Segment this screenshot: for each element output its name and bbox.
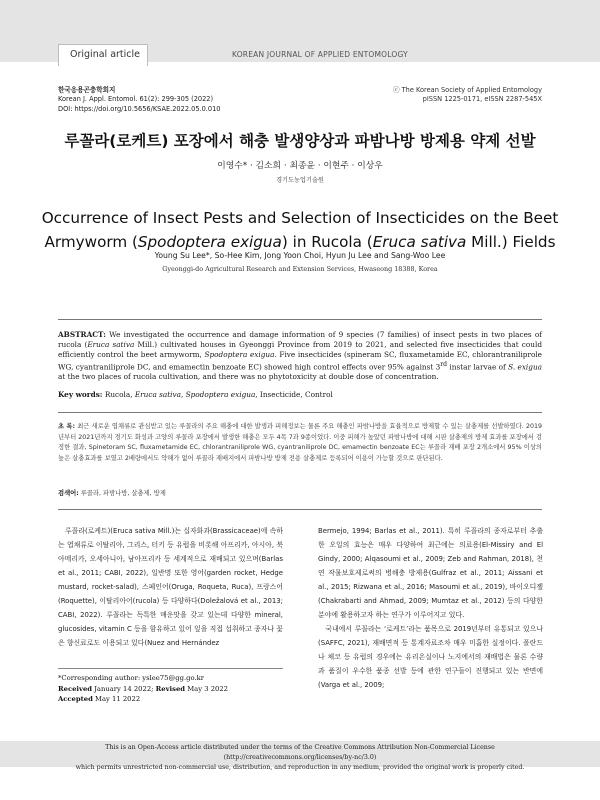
abstract-italic: Eruca sativa — [87, 340, 135, 349]
body-paragraph: Bermejo, 1994; Barlas et al., 2011). 특히 루꼴라의 종자로부터 추출한 오일의 효능은 매우 다양하여 최근에는 의료용(El-Missiry and El Gindy, 2000; Alqasoumi et al., 2009; Zeb and Rahman, 2018), 천연 작물보호제로써의 병해충 방제용(Gulfraz et al., 2011; Aissani et al., 2015; Rizwana et al., 2016; Masoumi et al., 2019), 바이오디젤(Chakrabarti and Ahmad, 2009; Mumtaz et al., 2012) 등의 다양한 분야에 활용하고자 하는 연구가 이루어지고 있다. — [318, 527, 543, 619]
body-column-right — [318, 524, 543, 692]
title-korean: 루꼴라(로케트) 포장에서 해충 발생양상과 파밤나방 방제용 약제 선발 — [64, 132, 536, 150]
license-notice — [40, 743, 560, 773]
volume-line: Korean J. Appl. Entomol. 61(2): 299-305 (2022) — [58, 95, 214, 104]
abstract-text: We investigated the occurrence and damage information of 9 species (7 families) of insect pests in two places of rucola ( — [58, 330, 542, 349]
citation-block — [58, 86, 220, 114]
kr-abstract-text: 최근 새로운 엽채류로 관심받고 있는 루꼴라의 주요 해충에 대한 발생과 피해정보는 물론 주요 해충인 파밤나방을 효율적으로 방제할 수 있는 살충제를 선발하였다. 2019년부터 2021년까지 경기도 화성과 고양의 루꼴라 포장에서 발생한 해충은 모두 4목 7과 9종이었다. 이중 피해가 높았던 파밤나방에 대해 시판 살충제의 방제 효과를 포장에서 검정한 결과, Spinetoram SC, fluxametamide EC, chlorantraniliprole WG, cyantraniliprole DC, emamectin benzoate EC는 루꼴라 재배 포장 2개소에서 95% 이상의 높은 살충효과를 보였고 2배량에서도 약해가 없어 루꼴라 재배지에서 파밤나방 방제 전용 살충제로 등록되어 이용이 가능할 것으로 판단된다. — [58, 423, 542, 462]
keywords-text: Rucola, — [102, 390, 135, 399]
revised-date: May 3 2022 — [185, 684, 228, 693]
license-line-2: which permits unrestricted non-commercial use, distribution, and reproduction in any medium, provided the original work is properly cited. — [75, 764, 525, 771]
title-text: Armyworm ( — [44, 233, 138, 251]
keywords-english — [58, 390, 542, 400]
accepted-line — [58, 694, 283, 705]
issn-line: pISSN 1225-0171, eISSN 2287-545X — [422, 95, 542, 104]
accepted-label: Accepted — [58, 695, 93, 704]
authors-english: Young Su Lee*, So-Hee Kim, Jong Yoon Choi, Hyun Ju Lee and Sang-Woo Lee — [154, 251, 446, 260]
abstract-text: . Five insecticides (spineram SC, fluxametamide EC, chlorantraniliprole WG, cyantraniliprole DC, and emamectin benzoate EC) showed high control effects over 95% against 3 — [58, 350, 542, 372]
received-date: January 14 2022; — [92, 684, 156, 693]
journal-name-header: KOREAN JOURNAL OF APPLIED ENTOMOLOGY — [232, 50, 408, 59]
journal-title-ko: 한국응용곤충학회지 — [58, 86, 116, 94]
authors-korean: 이영수* · 김소희 · 최종윤 · 이현주 · 이상우 — [217, 161, 383, 171]
abstract-italic: S. exigua — [508, 362, 542, 372]
copyright-line: ⓒ The Korean Society of Applied Entomology — [392, 86, 542, 94]
divider — [58, 319, 542, 320]
accepted-date: May 11 2022 — [92, 695, 141, 704]
title-text: Mill.) Fields — [466, 233, 556, 251]
species-name: Spodoptera exigua — [137, 233, 282, 251]
kr-keywords-label: 검색어: — [58, 490, 79, 497]
keywords-italic: Spodoptera exigua — [185, 390, 256, 399]
body-paragraph: 국내에서 루꼴라는 ‘로케트’라는 품목으로 2019년부터 유통되고 있으나(SAFFC, 2021), 재배면적 등 통계자료조차 매우 미흡한 실정이다. 폴란드나 체코 등 유럽의 경우에는 유리온실이나 노지에서의 재배법은 물론 수량과 품질이 우수한 품종 선발 등에 관한 연구들이 진행되고 있는 반면에(Varga et al., 2009; — [318, 625, 543, 689]
abstract-superscript: rd — [440, 361, 448, 368]
affiliation-korean: 경기도농업기술원 — [276, 177, 324, 184]
abstract-english — [58, 330, 542, 382]
keywords-label: Key words: — [58, 390, 103, 399]
publisher-block — [393, 86, 542, 105]
keywords-italic: Eruca sativa — [134, 390, 181, 399]
corresponding-author: *Corresponding author: yslee75@gg.go.kr — [58, 674, 204, 682]
received-label: Received — [58, 684, 93, 693]
keywords-text: , — [180, 390, 186, 399]
abstract-korean — [58, 422, 542, 464]
affiliation-english: Gyeonggi-do Agricultural Research and Extension Services, Hwaseong 18388, Korea — [162, 265, 438, 273]
article-type-label: Original article — [70, 49, 140, 60]
keywords-text: , Insecticide, Control — [255, 390, 333, 399]
revised-label: Revised — [155, 684, 186, 693]
title-english — [0, 206, 600, 254]
body-paragraph: 루꼴라(로케트)(Eruca sativa Mill.)는 십자화과(Brassicaceae)에 속하는 엽채류로 이탈리아, 그리스, 터키 등 유럽을 비롯해 아프리카, 아시아, 북아메리카, 오세아니아, 남아프리카 등 세계적으로 재배되고 있으며(Barlas et al., 2011; CABI, 2022), 일반명 또한 영어(garden rocket, Hedge mustard, rocket-salad), 스페인어(Oruga, Roqueta, Ruca), 프랑스어(Roquette), 이탈리아어(rucola) 등 다양하다(Doležalová et al., 2013; CABI, 2022). 루꼴라는 독특한 매운맛을 갖고 있는데 다양한 mineral, glucosides, vitamin C 등을 함유하고 있어 잎을 직접 섭취하고 종자나 꽃은 향신료로도 이용되고 있다(Nuez and Hernández — [58, 527, 283, 647]
received-revised-line — [58, 684, 283, 695]
host-name: Eruca sativa — [372, 233, 467, 251]
abstract-text: Mill.) cultivated houses in Gyeonggi Province from 2019 to 2021, and selected five insecticides that could efficiently control the beet armyworm, — [58, 340, 542, 359]
body-column-left — [58, 524, 283, 650]
abstract-label: ABSTRACT: — [58, 330, 106, 339]
doi-link[interactable]: DOI: https://doi.org/10.5656/KSAE.2022.05.0.010 — [58, 104, 221, 113]
footnote-block — [58, 673, 283, 705]
license-line-1: This is an Open-Access article distributed under the terms of the Creative Commons Attribution Non-Commercial License (http://creativecommons.org/licenses/by-nc/3.0) — [105, 744, 495, 761]
title-text: ) in Rucola ( — [281, 233, 373, 251]
kr-abstract-label: 초 록: — [58, 423, 76, 430]
divider — [58, 509, 542, 510]
abstract-italic: Spodoptera exigua — [204, 350, 275, 359]
divider — [58, 412, 542, 413]
abstract-text: at the two places of rucola cultivation, and there was no phytotoxicity at double dose of concentration. — [58, 372, 439, 382]
title-english-line1: Occurrence of Insect Pests and Selection of Insecticides on the Beet — [41, 209, 559, 227]
footnote-divider — [58, 668, 283, 669]
kr-keywords-text: 루꼴라, 파밤나방, 살충제, 방제 — [78, 490, 166, 497]
keywords-korean — [58, 489, 542, 499]
abstract-text: instar larvae of — [447, 362, 509, 372]
